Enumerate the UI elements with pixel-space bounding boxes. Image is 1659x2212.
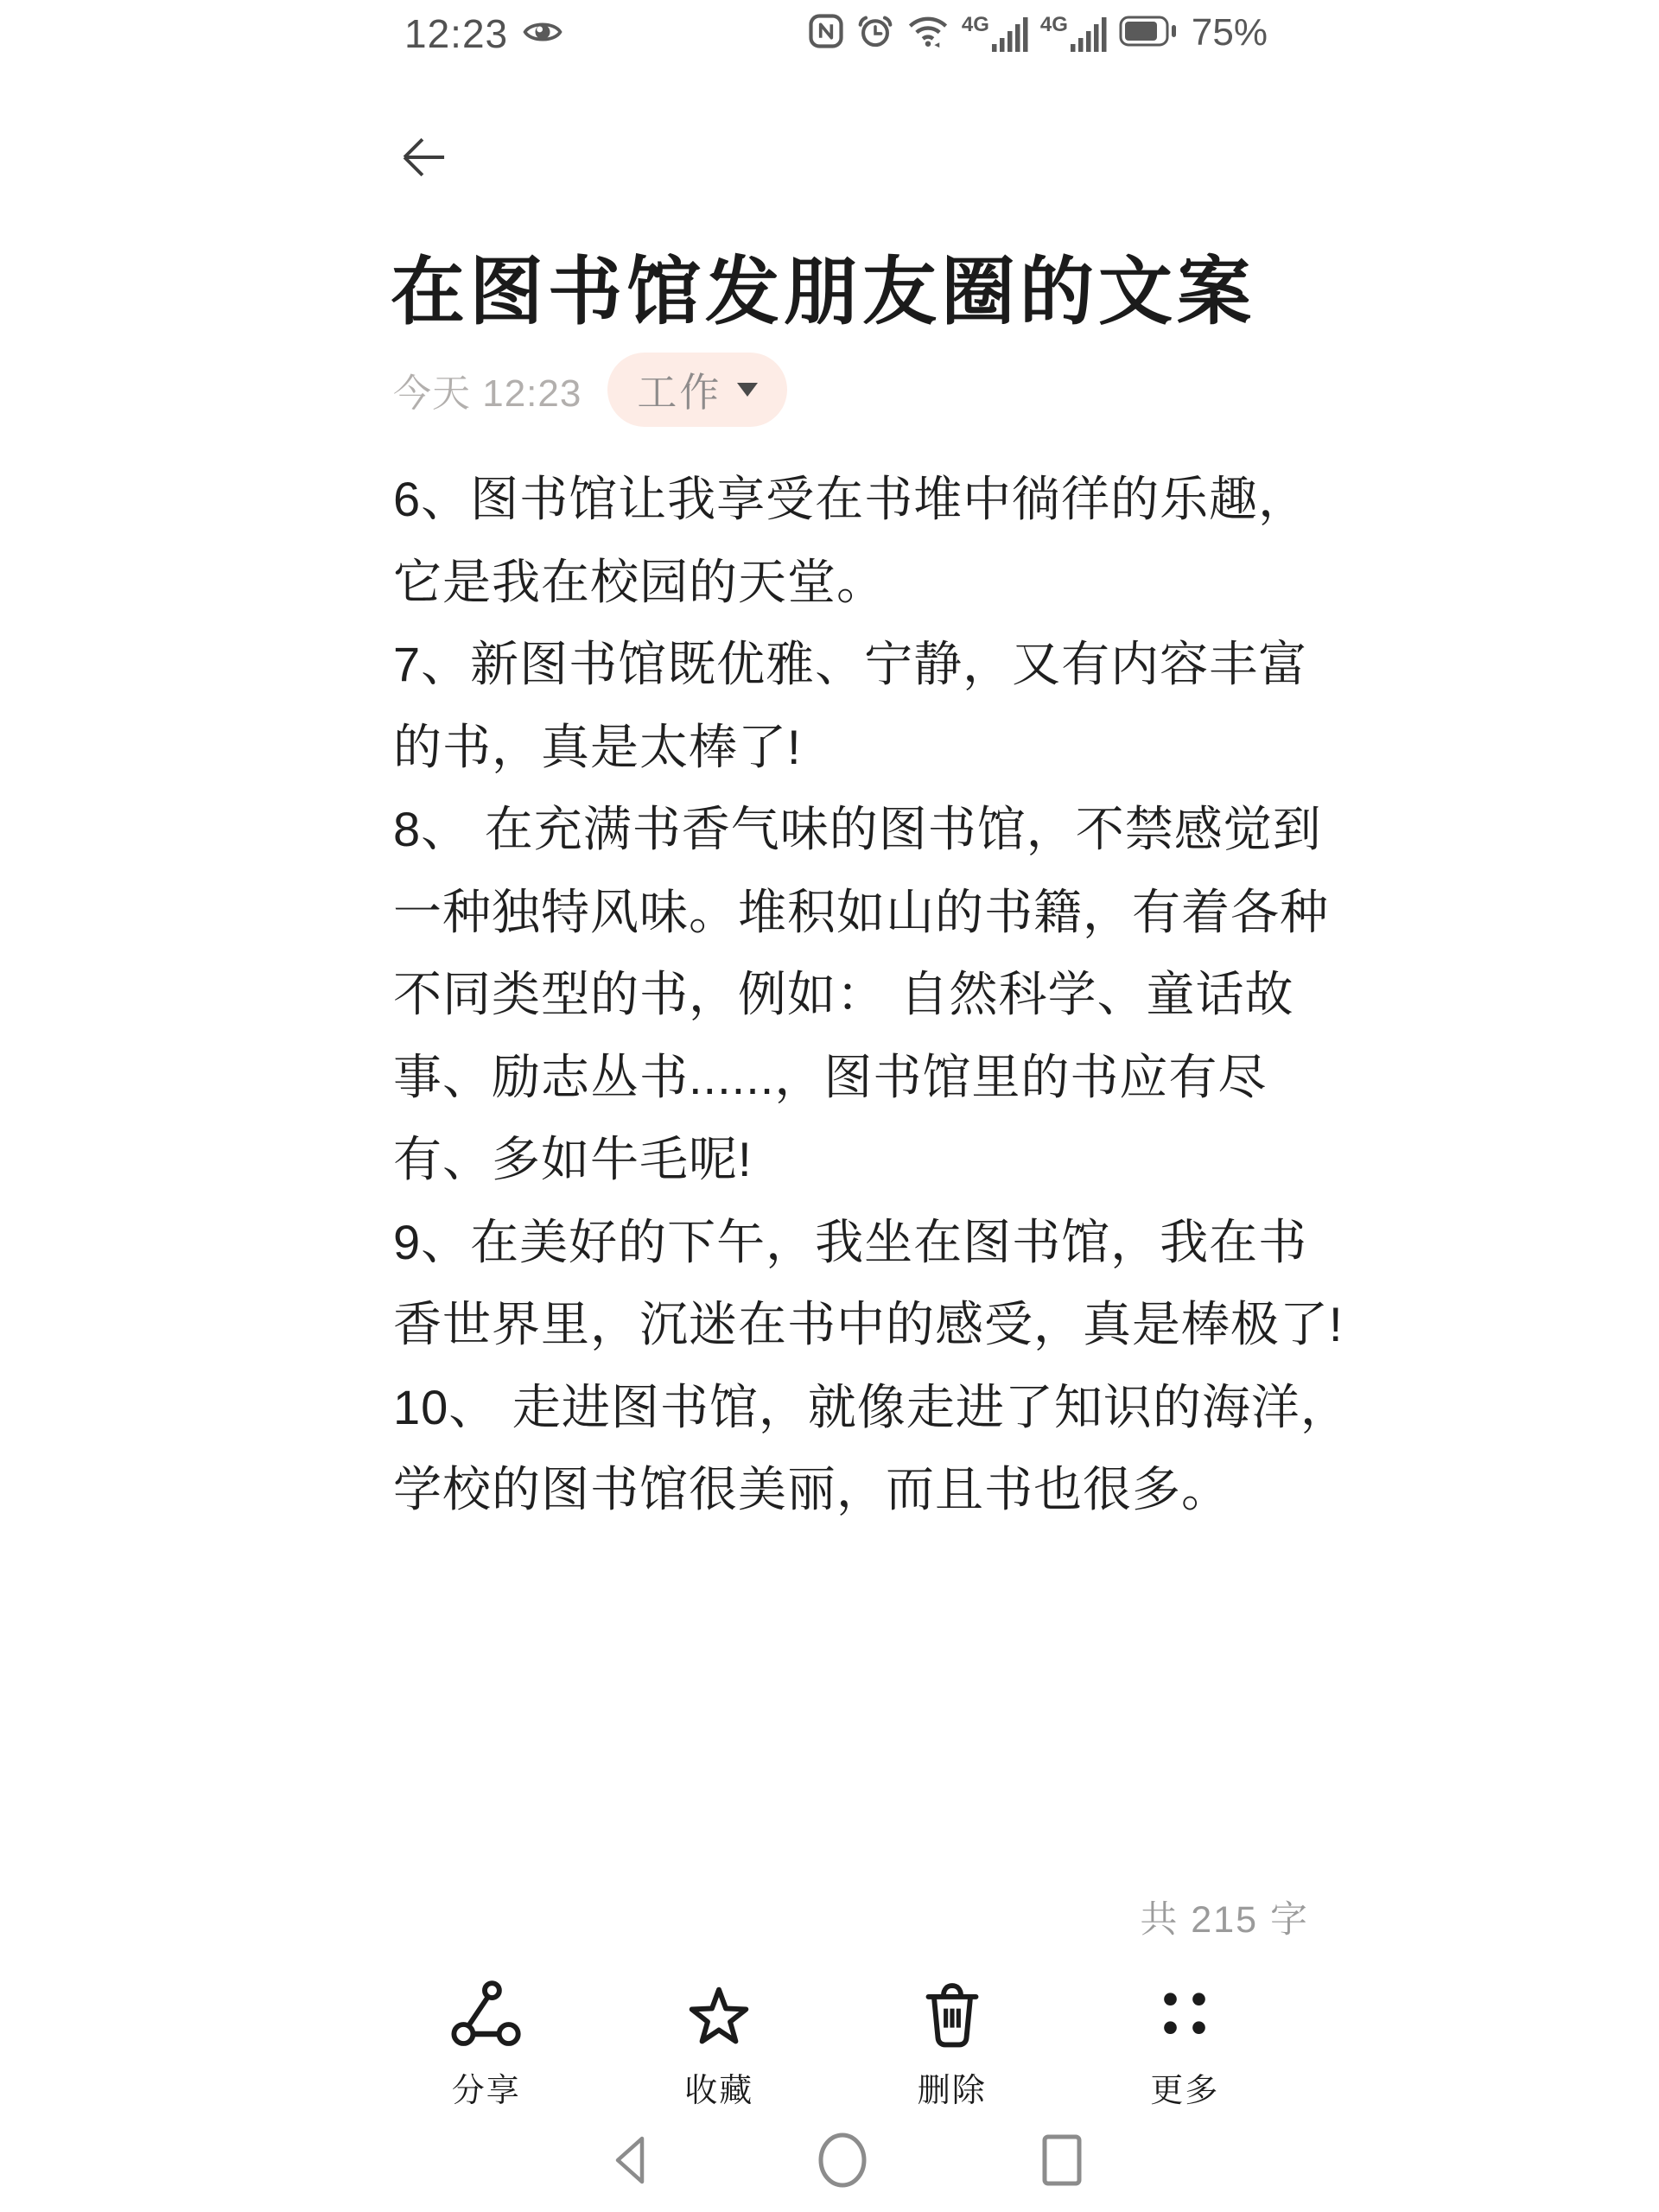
home-circle-icon xyxy=(816,2179,869,2192)
back-triangle-icon xyxy=(609,2177,649,2190)
favorite-button[interactable] xyxy=(603,1970,836,2111)
tag-label: 工作 xyxy=(637,370,722,415)
battery-icon xyxy=(1119,14,1179,53)
body-line: 不同类型的书，例如： 自然科学、童话故 xyxy=(393,967,1294,1021)
signal-bars-icon: 4G xyxy=(962,13,1028,53)
body-line: 一种独特风味。堆积如山的书籍，有着各种 xyxy=(393,884,1329,939)
word-count: 共 215 字 xyxy=(1140,1899,1309,1941)
eye-icon xyxy=(522,17,563,51)
alarm-icon xyxy=(856,12,894,54)
share-icon xyxy=(448,1970,524,2060)
note-body-text[interactable] xyxy=(393,458,1350,1531)
delete-label: 删除 xyxy=(917,2073,987,2109)
recents-square-icon xyxy=(1040,2177,1084,2190)
battery-percent: 75% xyxy=(1191,11,1268,54)
share-button[interactable] xyxy=(370,1970,603,2111)
body-line: 事、励志丛书......，图书馆里的书应有尽 xyxy=(393,1049,1268,1104)
body-line: 有、多如牛毛呢! xyxy=(393,1132,753,1186)
body-line: 10、 走进图书馆，就像走进了知识的海洋， xyxy=(393,1379,1350,1434)
body-line: 9、在美好的下午，我坐在图书馆，我在书 xyxy=(393,1214,1308,1269)
nav-home-button[interactable] xyxy=(816,2131,869,2192)
favorite-label: 收藏 xyxy=(684,2073,754,2109)
share-label: 分享 xyxy=(451,2073,521,2109)
note-title[interactable]: 在图书馆发朋友圈的文案 xyxy=(391,251,1255,334)
body-line: 8、 在充满书香气味的图书馆，不禁感觉到 xyxy=(393,802,1322,856)
chevron-down-icon xyxy=(737,383,758,397)
nav-back-button[interactable] xyxy=(609,2133,649,2190)
status-bar-left xyxy=(404,10,563,57)
body-line: 它是我在校园的天堂。 xyxy=(393,554,886,609)
delete-button[interactable] xyxy=(836,1970,1069,2111)
note-date: 今天 12:23 xyxy=(393,372,582,415)
recents-square-icon-button[interactable] xyxy=(1040,2133,1084,2190)
note-meta-row xyxy=(393,353,787,427)
more-icon xyxy=(1147,1970,1223,2060)
bottom-toolbar xyxy=(370,1970,1301,2111)
body-line: 学校的图书馆很美丽，而且书也很多。 xyxy=(393,1462,1230,1516)
trash-icon xyxy=(914,1970,990,2060)
body-line: 7、新图书馆既优雅、宁静，又有内容丰富 xyxy=(393,637,1308,691)
status-time: 12:23 xyxy=(404,11,509,56)
tag-selector[interactable] xyxy=(607,353,787,427)
star-icon xyxy=(681,1970,757,2060)
more-label: 更多 xyxy=(1150,2073,1220,2109)
nfc-icon xyxy=(808,13,844,54)
status-bar-right xyxy=(808,9,1268,57)
body-line: 香世界里，沉迷在书中的感受，真是棒极了! xyxy=(393,1297,1344,1351)
signal-bars-icon: 4G xyxy=(1040,13,1107,53)
back-button[interactable] xyxy=(391,126,456,192)
more-button[interactable] xyxy=(1069,1970,1302,2111)
system-nav-bar xyxy=(0,2127,1659,2196)
body-line: 6、图书馆让我享受在书堆中徜徉的乐趣， xyxy=(393,472,1308,526)
body-line: 的书，真是太棒了! xyxy=(393,719,802,774)
wifi-icon xyxy=(906,13,950,54)
back-arrow-icon xyxy=(393,129,454,190)
